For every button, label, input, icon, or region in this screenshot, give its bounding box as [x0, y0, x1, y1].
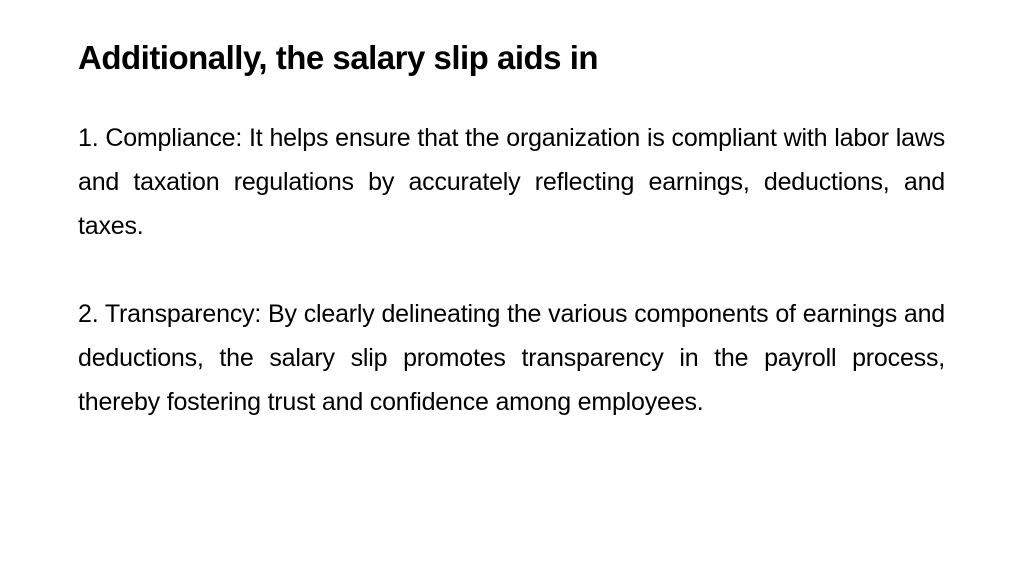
slide-body: [78, 116, 945, 424]
slide-title: Additionally, the salary slip aids in: [78, 39, 599, 76]
paragraph-transparency: 2. Transparency: By clearly delineating the various components of earnings and deductions, the salary slip promotes transparency in the payroll process, thereby fostering trust and confidence among employees.: [78, 300, 945, 416]
paragraph-compliance: 1. Compliance: It helps ensure that the organization is compliant with labor laws and taxation regulations by accurately reflecting earnings, deductions, and taxes.: [78, 124, 945, 240]
